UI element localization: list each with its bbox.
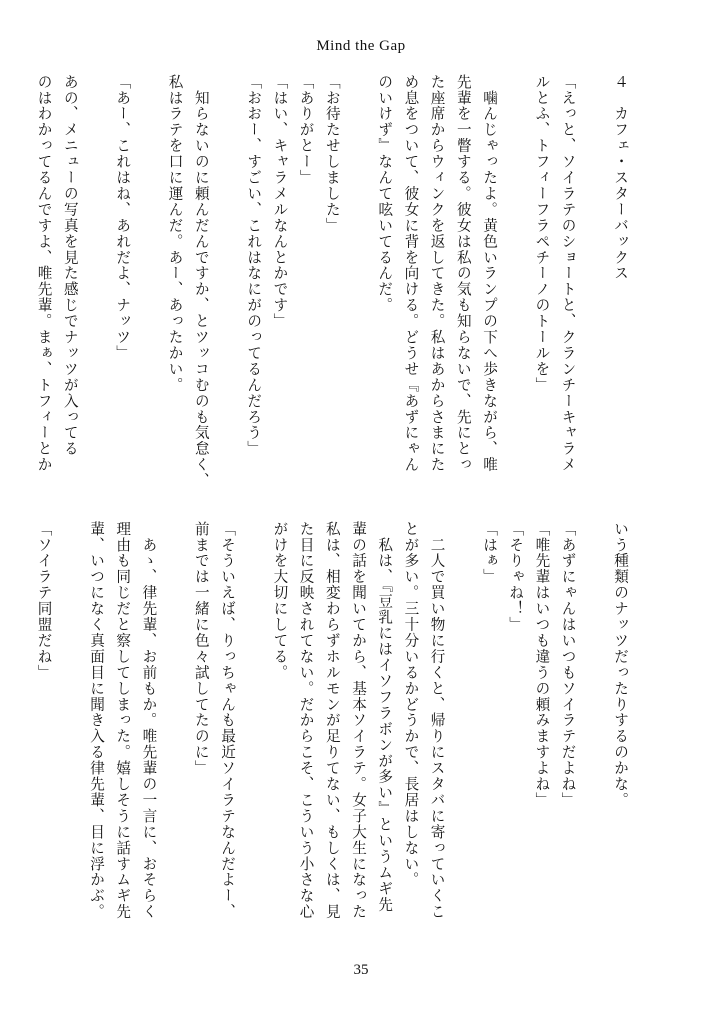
text-column: め息をついて、彼女に背を向ける。どうせ『あずにゃん (402, 74, 420, 473)
text-column: た座席からウィンクを返してきた。私はあからさまにた (428, 74, 446, 473)
text-column: 知らないのに頼んだんですか、とツッコむのも気怠く、 (192, 74, 210, 489)
text-column: 「ありがとー」 (297, 74, 315, 186)
text-column: 「ソイラテ同盟だね」 (35, 521, 53, 681)
text-column: ４ カフェ・スターバックス (612, 74, 629, 282)
text-column: 「唯先輩はいつも違うの頼みますよね」 (533, 521, 551, 809)
text-column: ルとふ、トフィーフラペチーノのトールを」 (533, 74, 551, 393)
text-column: 二人で買い物に行くと、帰りにスタバに寄っていくこ (428, 521, 446, 920)
text-column: 輩の話を聞いてから、基本ソイラテ。女子大生になった (350, 521, 367, 920)
text-column: のはわかってるんですよ、唯先輩。まぁ、トフィーとか (35, 74, 53, 473)
text-column: 私は、『豆乳にはイソフラボンが多い』というムギ先 (376, 521, 394, 913)
text-column: 「おおー、すごい、これはなにがのってるんだろう」 (245, 74, 263, 457)
page-number: 35 (353, 962, 369, 978)
text-column: 私はラテを口に運んだ。あー、あったかい。 (166, 74, 184, 393)
text-column: 「はい、キャラメルなんとかです」 (271, 74, 289, 330)
text-column: いう種類のナッツだったりするのかな。 (612, 521, 629, 809)
text-column: 「えっと、ソイラテのショートと、クランチーキャラメ (559, 74, 577, 473)
running-header: Mind the Gap (316, 38, 406, 54)
text-column: 「あずにゃんはいつもソイラテだよね」 (559, 521, 577, 809)
text-column: 「お待たせしました」 (323, 74, 341, 234)
text-column: 「はぁ」 (481, 521, 498, 585)
text-column: 先輩を一瞥する。彼女は私の気も知らないで、先にとっ (454, 74, 472, 473)
text-column: 輩、いつになく真面目に聞き入る律先輩、目に浮かぶ。 (88, 521, 105, 920)
text-column: 噛んじゃったよ。黄色いランプの下へ歩きながら、唯 (481, 74, 498, 473)
text-column: 前までは一緒に色々試してたのに」 (192, 521, 210, 777)
text-column: あゝ、律先輩、お前もか。唯先輩の一言に、おそらく (140, 521, 158, 920)
text-column: がけを大切にしてる。 (271, 521, 289, 681)
text-column: た目に反映されてない。だからこそ、こういう小さな心 (297, 521, 315, 920)
text-column: 「そういえば、りっちゃんも最近ソイラテなんだよー、 (219, 521, 236, 920)
text-column: のいけず』なんて呟いてるんだ。 (376, 74, 394, 314)
text-column: 私は、相変わらずホルモンが足りてない、もしくは、見 (323, 521, 341, 920)
text-column: あの、メニューの写真を見た感じでナッツが入ってる (61, 74, 79, 457)
text-column: 「あー、これはね、あれだよ、ナッツ」 (114, 74, 132, 362)
text-column: 「そりゃね！」 (507, 521, 525, 633)
text-column: とが多い。三十分いるかどうかで、長居はしない。 (402, 521, 420, 888)
text-column: 理由も同じだと察してしまった。嬉しそうに話すムギ先 (114, 521, 132, 920)
